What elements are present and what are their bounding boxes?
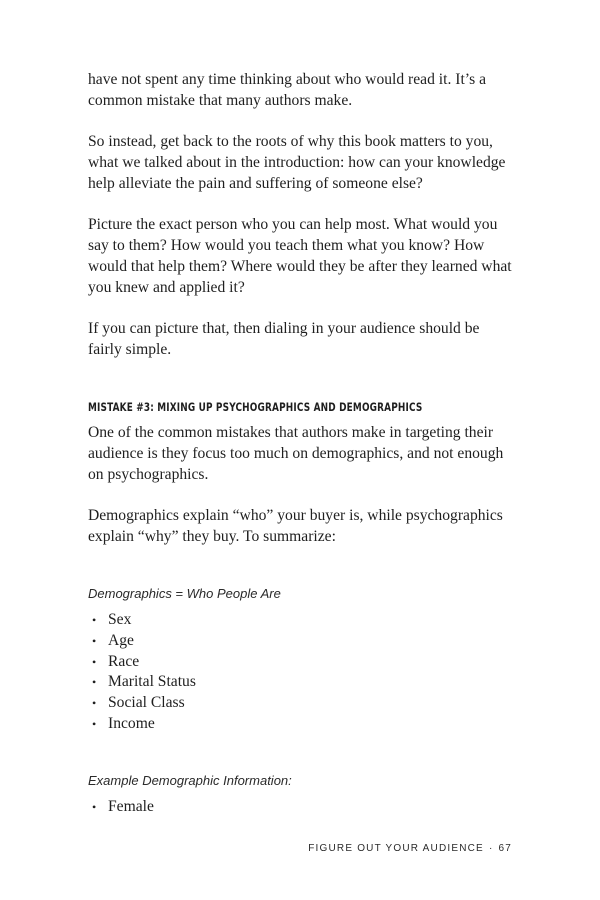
- list-item-label: Social Class: [108, 694, 185, 712]
- paragraph: So instead, get back to the roots of why this book matters to you, what we talked about in the introduction: how can your knowledge help alleviate the pain and suffering of someone else?: [88, 133, 506, 192]
- chapter-title: FIGURE OUT YOUR AUDIENCE: [308, 843, 484, 854]
- list-item-label: Race: [108, 652, 140, 670]
- list-item: [88, 693, 388, 714]
- paragraph: have not spent any time thinking about who would read it. It’s a common mistake that many authors make.: [88, 71, 486, 109]
- list-item: [88, 797, 388, 818]
- demographics-heading: Demographics = Who People Are: [88, 586, 281, 601]
- bullet-icon: •: [92, 716, 97, 731]
- list-item-label: Sex: [108, 611, 132, 628]
- list-item-label: Marital Status: [108, 673, 196, 691]
- running-footer: [308, 843, 512, 854]
- paragraph: Demographics explain “who” your buyer is, while psychographics explain “why” they buy. To summarize:: [88, 507, 503, 545]
- bullet-icon: •: [92, 696, 97, 711]
- demographics-list: [88, 610, 388, 735]
- page-number: 67: [498, 843, 512, 854]
- list-item: [88, 610, 388, 631]
- bullet-icon: •: [92, 633, 97, 648]
- example-heading: Example Demographic Information:: [88, 773, 292, 788]
- list-item: [88, 714, 388, 735]
- list-item: [88, 652, 388, 673]
- footer-separator: ·: [488, 843, 494, 854]
- list-item: [88, 672, 388, 693]
- list-item: [88, 631, 388, 652]
- example-list: [88, 797, 388, 818]
- bullet-icon: •: [92, 675, 97, 690]
- list-item-label: Age: [108, 631, 134, 649]
- section-heading: MISTAKE #3: MIXING UP PSYCHOGRAPHICS AND DEMOGRAPHICS: [88, 400, 423, 414]
- bullet-icon: •: [92, 613, 97, 627]
- paragraph: Picture the exact person who you can help most. What would you say to them? How would you teach them what you know? How would that help them? Where would they be after they learned what you knew and applied it?: [88, 216, 512, 296]
- list-item-label: Female: [108, 798, 154, 815]
- list-item-label: Income: [108, 714, 155, 732]
- paragraph: If you can picture that, then dialing in your audience should be fairly simple.: [88, 320, 480, 358]
- bullet-icon: •: [92, 654, 97, 669]
- paragraph: One of the common mistakes that authors make in targeting their audience is they focus too much on demographics, and not enough on psychographics.: [88, 424, 504, 483]
- bullet-icon: •: [92, 800, 97, 814]
